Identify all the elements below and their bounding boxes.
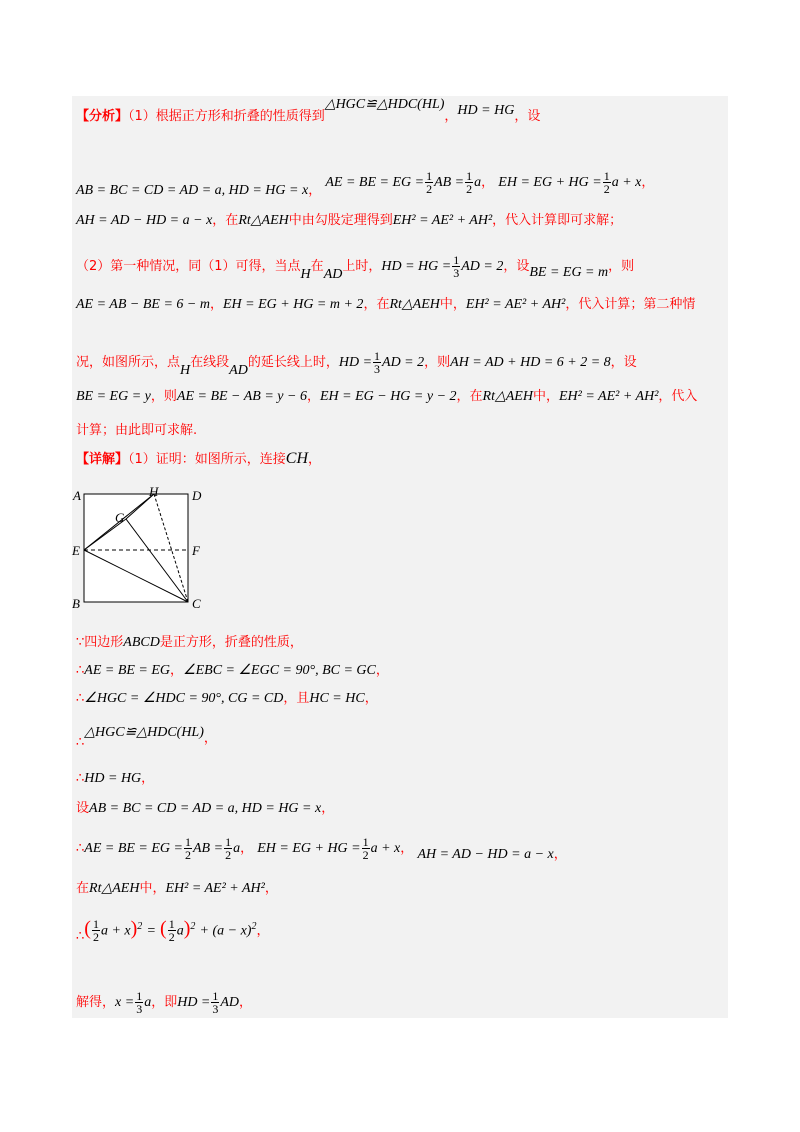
analysis-line-8: 计算；由此即可求解. — [76, 423, 198, 438]
label-b: B — [72, 596, 80, 611]
detail-line-4: ∴∠HGC = ∠HDC = 90°, CG = CD，且HC = HC， — [76, 691, 378, 706]
detail-line-5: ∴△HGC≌△HDC(HL)， — [76, 725, 217, 750]
detail-line-6: ∴HD = HG， — [76, 771, 155, 786]
analysis-tag: 【分析】 — [76, 109, 129, 124]
analysis-line-7: BE = EG = y，则AE = BE − AB = y − 6，EH = EG − HG = y − 2，在Rt△AEH中，EH² = AE² + AH²，代入 — [76, 389, 698, 404]
analysis-line-4: （2）第一种情况，同（1）可得，当点H在AD上时，HD = HG = $\frac{1}{3}$ AD = 2，设BE = EG = m，则 — [76, 253, 635, 282]
geometry-figure — [70, 486, 210, 614]
detail-line-7: 设AB = BC = CD = AD = a, HD = HG = x， — [76, 801, 335, 816]
analysis-line-6: 况，如图所示，点H在线段AD的延长线上时，HD = $\frac{1}{3}$ AD = 2，则AH = AD + HD = 6 + 2 = 8，设 — [76, 349, 637, 378]
label-f: F — [192, 543, 200, 558]
analysis-line-1: 【分析】（1）根据正方形和折叠的性质得到△HGC≌△HDC(HL)，HD = HG，设 — [76, 97, 541, 124]
analysis-line-5: AE = AB − BE = 6 − m，EH = EG + HG = m + 2，在Rt△AEH中，EH² = AE² + AH²，代入计算；第二种情 — [76, 297, 696, 312]
detail-line-8: ∴AE = BE = EG = $\frac{1}{2}$ AB = $\frac{1}{2}$ a， EH = EG + HG = $\frac{1}{2}$ a + x， AH = AD − HD = a − x， — [76, 835, 567, 862]
label-h: H — [149, 486, 159, 499]
fraction: $\frac{1}{2}$ — [426, 169, 433, 196]
detail-line-2: ∵四边形ABCD是正方形，折叠的性质， — [76, 635, 303, 650]
analysis-line-2: AB = BC = CD = AD = a, HD = HG = x， AE = BE = EG = $\frac{1}{2}$ AB = $\frac{1}{2}$ a， EH = EG + HG = $\frac{1}{2}$ a + x， — [76, 169, 655, 198]
analysis-line-3: AH = AD − HD = a − x，在Rt△AEH中由勾股定理得到EH² = AE² + AH²，代入计算即可求解； — [76, 213, 623, 228]
detail-line-3: ∴AE = BE = EG，∠EBC = ∠EGC = 90°, BC = GC， — [76, 663, 389, 678]
detail-line-9: 在Rt△AEH中，EH² = AE² + AH²， — [76, 881, 278, 896]
label-e: E — [72, 543, 80, 558]
label-c: C — [192, 596, 201, 611]
detail-tag: 【详解】 — [76, 452, 129, 467]
detail-line-10: ∴( $\frac{1}{2}$ a + x)$^2$ = ( $\frac{1}{2}$ $a)^2 + (a - x)^2$， — [76, 917, 270, 945]
label-g: G — [115, 510, 125, 525]
detail-line-11: 解得，x = $\frac{1}{3}$ a，即HD = $\frac{1}{3}$ AD， — [76, 989, 253, 1016]
detail-line-1: 【详解】（1）证明：如图所示，连接CH， — [76, 450, 322, 467]
label-d: D — [192, 488, 202, 503]
label-a: A — [73, 488, 81, 503]
